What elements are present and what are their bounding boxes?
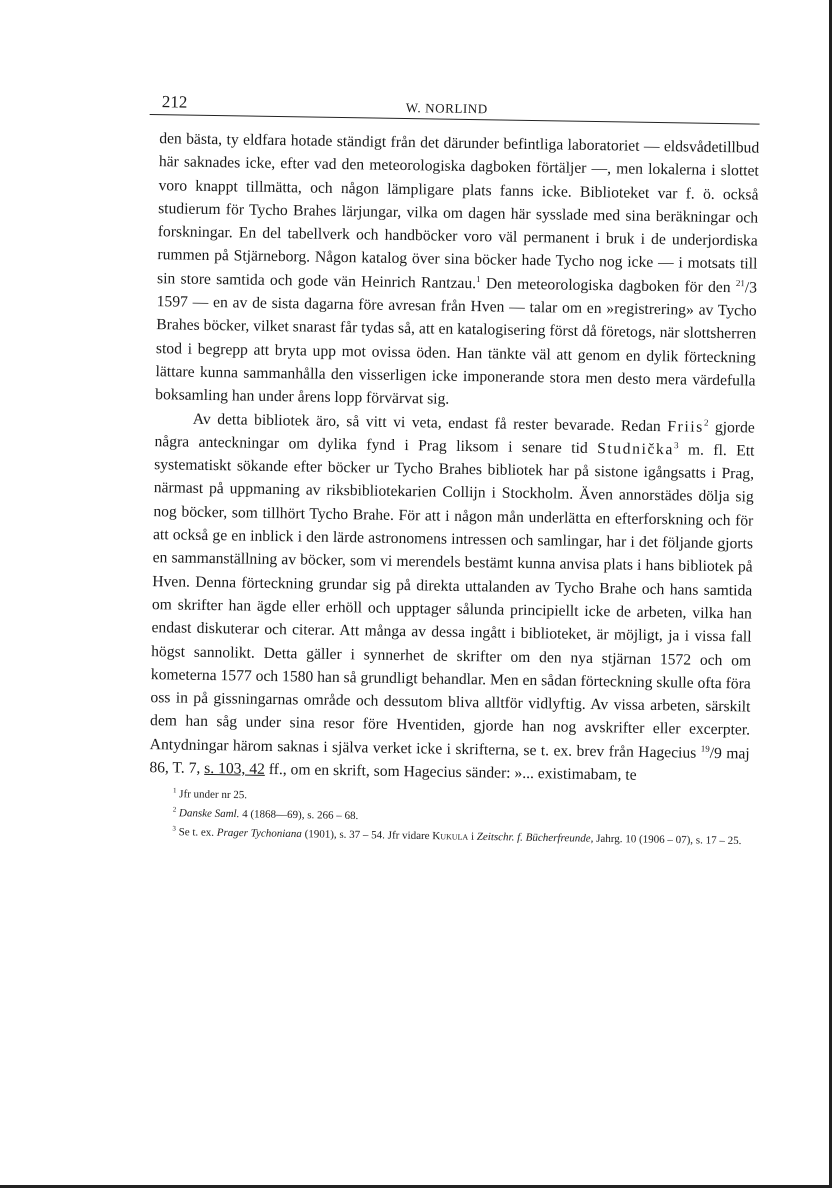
running-head: W. NORLIND [405, 100, 488, 117]
footnote-1: $^1$ Jfr under nr 25. [172, 786, 248, 802]
date-denominator: /3 [744, 279, 758, 297]
book-page [138, 92, 760, 849]
page-header [150, 92, 760, 125]
footnote-3: $^3$ Se t. ex. Prager Tychoniana (1901), s. 37 – 54. Jfr vidare Kukula i Zeitschr. f. Bücherfreunde, Jahrg. 10 (1906 – 07), s. 17 – 25. [172, 824, 742, 847]
footnote-2: $^2$ Danske Saml. 4 (1868—69), s. 266 – 68. [172, 805, 359, 822]
paragraph-1: den bästa, ty eldfara hotade ständigt från det därunder befintliga laboratoriet — eldsvådetillbud här saknades icke, efter vad den meteorologiska dagboken förtäljer —, men lokalerna i slottet voro knappt tillmätta, och någon lämpligare plats fanns icke. Biblioteket var f. ö. också studierum för Tycho Brahes lärjungar, vilka om dagen här sysslade med sina beräkningar och forskningar. En del tabellverk och handböcker voro väl permanent i bruk i de underjordiska rummen på Stjärneborg. Någon katalog över sina böcker hade Tycho nog icke — i motsats till sin store samtida och gode vän Heinrich Rantzau.$^1$ Den meteorologiska dagboken för den $^{21}$/3 1597 — en av de sista dagarna före avresan från Hven — talar om en »registrering» av Tycho Brahes böcker, vilket snarast får tydas så, att en katalogisering först då företogs, när slottsherren stod i begrepp att bryta upp mot ovissa öden. Han tänkte väl att genom en dylik förteckning lättare kunna sammanhålla den visserligen icke imponerande stora men desto mera värdefulla boksamling han under årens lopp förvärvat sig. [155, 130, 760, 409]
page-number: 212 [161, 92, 188, 112]
name-friis: Friis [667, 417, 705, 436]
footnote-ref-2: 2 [703, 417, 709, 428]
footnotes [138, 783, 749, 849]
footnote-ref-1: 1 [476, 273, 481, 284]
paragraph-2: Av detta bibliotek äro, så vitt vi veta, endast få rester bevarade. Redan Friis$^2$ gjorde några anteckningar om dylika fynd i Prag liksom i senare tid Studnička$^3$ m. fl. Ett systematiskt sökande efter böcker ur Tycho Brahes bibliotek har på sistone igångsatts i Prag, närmast på uppmaning av riksbibliotekarien Collijn i Stockholm. Även annorstädes dölja sig nog böcker, som tillhört Tycho Brahe. För att i någon mån underlätta en efterforskning och för att också ge en inblick i den lärde astronomens intressen och samlingar, har i det följande gjorts en sammanställning av böcker, som vi merendels bestämt kunna anvisa plats i hans bibliotek på Hven. Denna förteckning grundar sig på direkta uttalanden av Tycho Brahe och hans samtida om skrifter han ägde eller erhöll och upptager sålunda principiellt icke de arbeten, vilka han endast diskuterar och citerar. Att många av dessa ingått i biblioteket, är möjligt, ja i vissa fall högst sannolikt. Detta gäller i synnerhet de skrifter om den nya stjärnan 1572 och om kometerna 1577 och 1580 han så grundligt behandlar. Men en sådan förteckning skulle ofta föra oss in på gissningarnas område och dessutom bliva alltför vidlyftig. Av vissa arbeten, särskilt dem han såg under sina resor före Hventiden, gjorde han nog avskrifter eller excerpter. Antydningar härom saknas i själva verket icke i skrifterna, se t. ex. brev från Hagecius $^{19}$/9 maj 86, T. 7, s. 103, 42 ff., om en skrift, som Hagecius sänder: »... existimabam, te [149, 410, 755, 784]
date-numerator: 19 [700, 743, 710, 754]
date-numerator: 21 [735, 277, 746, 288]
footnote-ref-3: 3 [673, 439, 679, 451]
name-studnicka: Studnička [597, 439, 675, 459]
date-denominator: /9 [709, 744, 722, 762]
underlined-reference: s. 103, 42 [204, 759, 266, 778]
body-text [139, 127, 759, 789]
